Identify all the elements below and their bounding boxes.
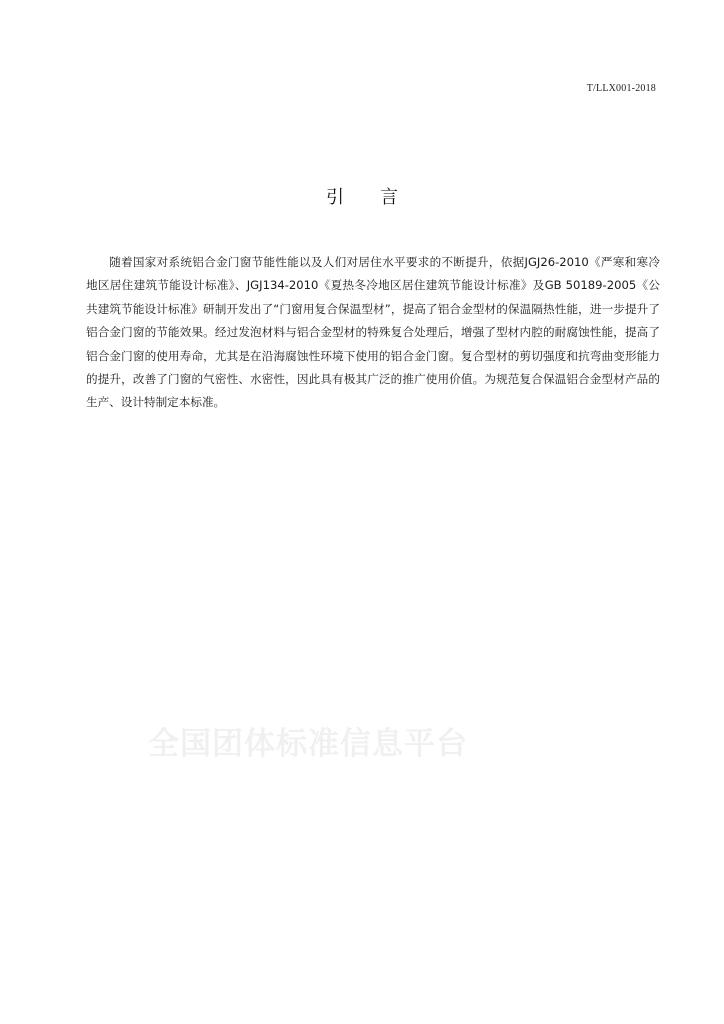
platform-watermark: 全国团体标准信息平台 xyxy=(148,726,468,762)
section-heading: 引言 xyxy=(326,187,434,208)
document-code: T/LLX001-2018 xyxy=(586,83,656,94)
introduction-paragraph: 随着国家对系统铝合金门窗节能性能以及人们对居住水平要求的不断提升，依据JGJ26-2010《严寒和寒冷地区居住建筑节能设计标准》、JGJ134-2010《夏热冬冷地区居住建筑节能设计标准》及GB 50189-2005《公共建筑节能设计标准》研制开发出了“门窗用复合保温型材”，提高了铝合金型材的保温隔热性能，进一步提升了铝合金门窗的节能效果。经过发泡材料与铝合金型材的特殊复合处理后，增强了型材内腔的耐腐蚀性能，提高了铝合金门窗的使用寿命，尤其是在沿海腐蚀性环境下使用的铝合金门窗。复合型材的剪切强度和抗弯曲变形能力的提升，改善了门窗的气密性、水密性，因此具有极其广泛的推广使用价值。为规范复合保温铝合金型材产品的生产、设计特制定本标准。 xyxy=(86,255,660,410)
